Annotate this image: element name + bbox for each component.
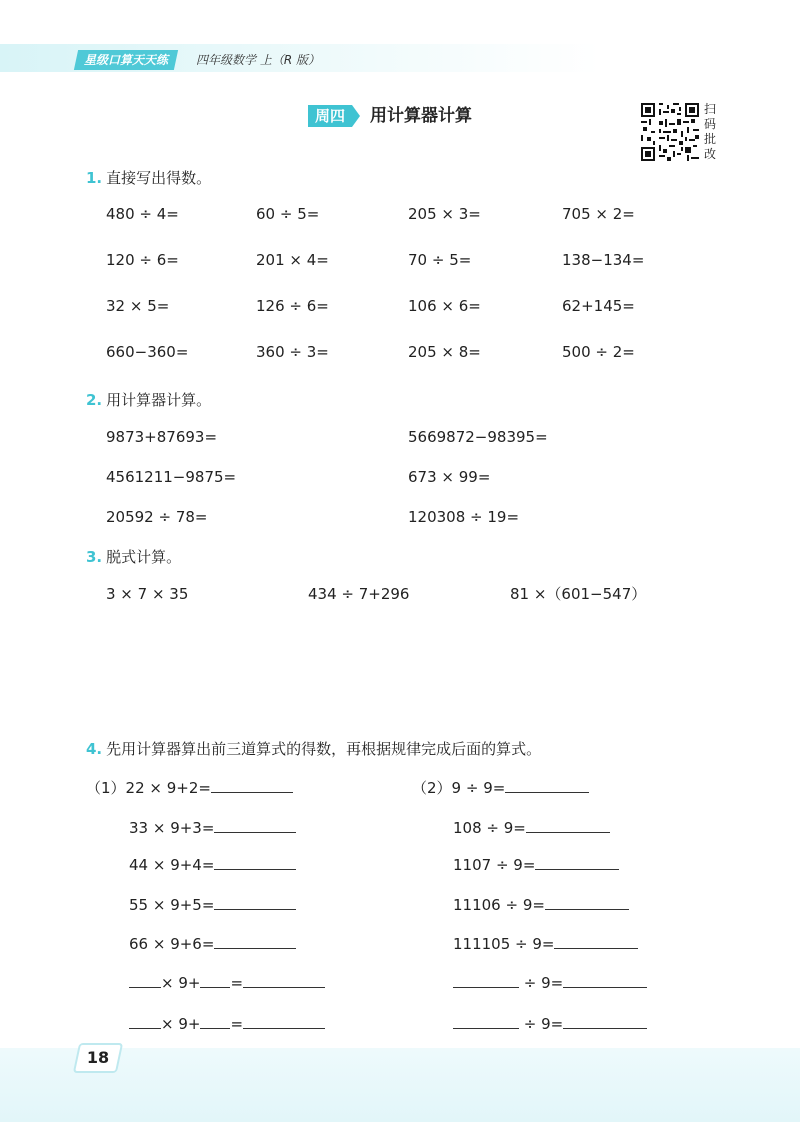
answer-blank[interactable] (453, 971, 519, 988)
problem: 205 × 3= (408, 205, 481, 223)
section-3-heading (86, 546, 181, 568)
problem: 22 × 9+2= (125, 779, 211, 797)
section-2-heading (86, 389, 211, 411)
problem: 60 ÷ 5= (256, 205, 320, 223)
problem: 480 ÷ 4= (106, 205, 179, 223)
day-badge: 周四 (308, 105, 352, 127)
pattern-operator: ÷ 9= (523, 1015, 564, 1033)
pattern-row (453, 971, 647, 994)
problem: 138−134= (562, 251, 645, 269)
problem: 44 × 9+4= (129, 856, 215, 874)
footer-band (0, 1048, 800, 1122)
answer-blank[interactable] (243, 1012, 325, 1029)
answer-blank[interactable] (563, 1012, 647, 1029)
pattern-row (129, 893, 296, 916)
answer-blank[interactable] (535, 853, 619, 870)
section-number: 4. (86, 740, 103, 758)
problem: 55 × 9+5= (129, 896, 215, 914)
pattern-row (129, 816, 296, 839)
answer-blank[interactable] (214, 853, 296, 870)
pattern-row (129, 1012, 325, 1035)
brand-label (74, 50, 178, 70)
problem: 660−360= (106, 343, 189, 361)
section-title: 脱式计算。 (106, 548, 182, 566)
pattern-row (453, 932, 638, 955)
problem: 201 × 4= (256, 251, 329, 269)
pattern-row (86, 776, 293, 799)
problem: 1107 ÷ 9= (453, 856, 536, 874)
pattern-equals: = (230, 974, 244, 992)
problem: 360 ÷ 3= (256, 343, 329, 361)
problem: 705 × 2= (562, 205, 635, 223)
answer-blank[interactable] (243, 971, 325, 988)
answer-blank[interactable] (129, 1012, 161, 1029)
page-number: 18 (86, 1048, 110, 1067)
problem: 3 × 7 × 35 (106, 585, 189, 603)
problem: 62+145= (562, 297, 635, 315)
answer-blank[interactable] (129, 971, 161, 988)
section-title: 先用计算器算出前三道算式的得数，再根据规律完成后面的算式。 (106, 740, 542, 758)
section-4-heading (86, 738, 541, 760)
problem: 120 ÷ 6= (106, 251, 179, 269)
pattern-row (129, 853, 296, 876)
problem: 434 ÷ 7+296 (308, 585, 410, 603)
problem: 33 × 9+3= (129, 819, 215, 837)
problem: 126 ÷ 6= (256, 297, 329, 315)
problem: 20592 ÷ 78= (106, 508, 208, 526)
answer-blank[interactable] (200, 1012, 230, 1029)
problem: 106 × 6= (408, 297, 481, 315)
answer-blank[interactable] (505, 776, 589, 793)
sub-question-label: （1） (86, 779, 126, 797)
pattern-row (453, 1012, 647, 1035)
answer-blank[interactable] (214, 932, 296, 949)
qr-label (703, 102, 717, 162)
qr-label-char: 扫 (703, 102, 716, 116)
answer-blank[interactable] (200, 971, 230, 988)
answer-blank[interactable] (545, 893, 629, 910)
problem: 4561211−9875= (106, 468, 237, 486)
pattern-operator: ÷ 9= (523, 974, 564, 992)
problem: 81 ×（601−547） (510, 585, 647, 603)
problem: 120308 ÷ 19= (408, 508, 520, 526)
problem: 673 × 99= (408, 468, 491, 486)
pattern-row (453, 853, 619, 876)
answer-blank[interactable] (211, 776, 293, 793)
pattern-row (412, 776, 589, 799)
pattern-equals: = (230, 1015, 244, 1033)
answer-blank[interactable] (214, 893, 296, 910)
brand-text: 星级口算天天练 (84, 53, 169, 67)
qr-code-icon[interactable] (641, 103, 699, 161)
problem: 108 ÷ 9= (453, 819, 526, 837)
section-number: 2. (86, 391, 103, 409)
problem: 11106 ÷ 9= (453, 896, 545, 914)
qr-label-char: 码 (703, 117, 716, 131)
pattern-row (453, 893, 629, 916)
problem: 205 × 8= (408, 343, 481, 361)
sub-question-label: （2） (412, 779, 452, 797)
pattern-row (453, 816, 610, 839)
answer-blank[interactable] (563, 971, 647, 988)
section-title: 用计算器计算。 (106, 391, 212, 409)
problem: 9 ÷ 9= (451, 779, 506, 797)
section-number: 3. (86, 548, 103, 566)
section-number: 1. (86, 169, 103, 187)
problem: 500 ÷ 2= (562, 343, 635, 361)
answer-blank[interactable] (526, 816, 610, 833)
qr-label-char: 批 (703, 132, 716, 146)
pattern-operator: × 9+ (161, 1015, 201, 1033)
problem: 5669872−98395= (408, 428, 548, 446)
pattern-row (129, 932, 296, 955)
qr-label-char: 改 (703, 147, 716, 161)
page-title: 用计算器计算 (370, 106, 472, 126)
problem: 70 ÷ 5= (408, 251, 472, 269)
day-badge-arrow (352, 105, 360, 127)
answer-blank[interactable] (453, 1012, 519, 1029)
problem: 9873+87693= (106, 428, 218, 446)
header-subtitle: 四年级数学 上（R 版） (196, 53, 320, 67)
answer-blank[interactable] (214, 816, 296, 833)
problem: 111105 ÷ 9= (453, 935, 555, 953)
pattern-operator: × 9+ (161, 974, 201, 992)
problem: 32 × 5= (106, 297, 170, 315)
answer-blank[interactable] (554, 932, 638, 949)
problem: 66 × 9+6= (129, 935, 215, 953)
section-title: 直接写出得数。 (106, 169, 212, 187)
section-1-heading (86, 167, 211, 189)
pattern-row (129, 971, 325, 994)
